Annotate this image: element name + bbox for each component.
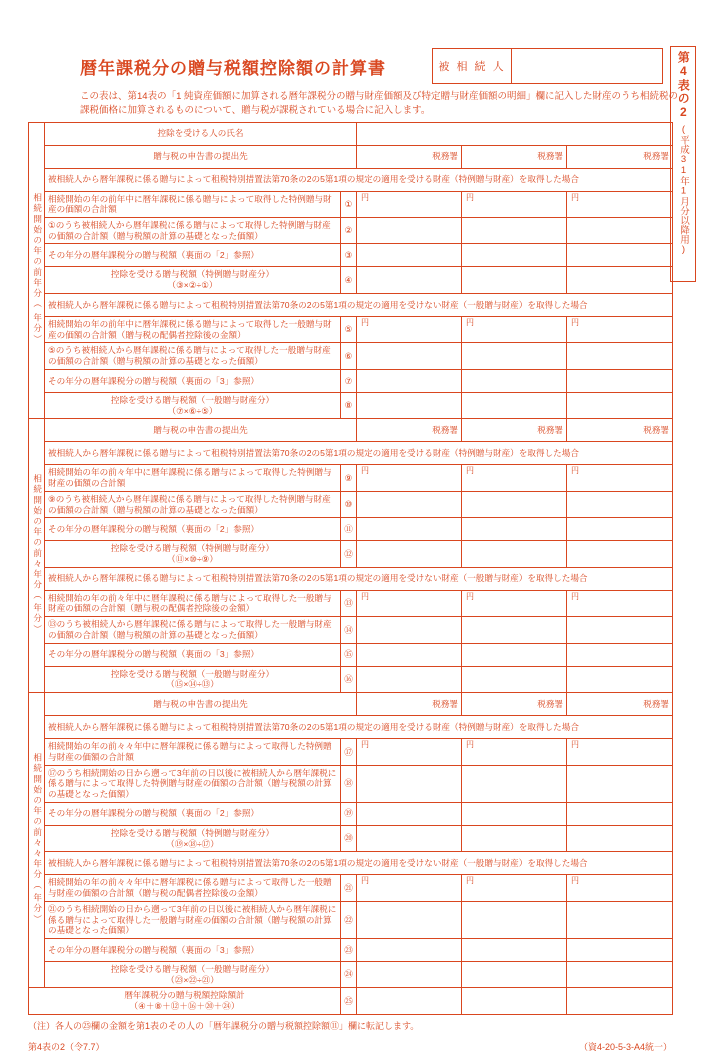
amount-input[interactable] bbox=[462, 244, 567, 267]
row-label: ①のうち被相続人から暦年課税に係る贈与によって取得した特例贈与財産の価額の合計額（贈与税額の計算の基礎となった価額） bbox=[45, 218, 341, 244]
amount-input[interactable] bbox=[462, 802, 567, 825]
section-general-header bbox=[29, 852, 673, 875]
amount-input[interactable]: 円 bbox=[567, 739, 673, 765]
row-label: その年分の暦年課税分の贈与税額（裏面の「3」参照） bbox=[45, 643, 341, 666]
special-gift-header: 被相続人から暦年課税に係る贈与によって租税特別措置法第70条の2の5第1項の規定の適用を受ける財産（特例贈与財産）を取得した場合 bbox=[45, 168, 673, 191]
amount-input[interactable] bbox=[567, 617, 673, 643]
tax-office-field[interactable]: 税務署 bbox=[567, 145, 673, 168]
amount-input[interactable]: 円 bbox=[567, 191, 673, 217]
row-label: その年分の暦年課税分の贈与税額（裏面の「2」参照） bbox=[45, 802, 341, 825]
amount-input[interactable] bbox=[357, 218, 462, 244]
amount-input[interactable] bbox=[357, 491, 462, 517]
row-label: ㉑のうち相続開始の日から遡って3年前の日以後に被相続人から暦年課税に係る贈与によって取得した一般贈与財産の価額の合計額（贈与税額の計算の基礎となった価額） bbox=[45, 901, 341, 938]
title-row bbox=[80, 48, 696, 84]
amount-input[interactable] bbox=[357, 541, 462, 567]
row-label: 相続開始の年の前年中に暦年課税に係る贈与によって取得した一般贈与財産の価額の合計額（贈与税の配偶者控除後の金額） bbox=[45, 316, 341, 342]
row-number: ⑪ bbox=[341, 518, 357, 541]
section-special-header bbox=[29, 716, 673, 739]
calc-row bbox=[29, 465, 673, 491]
calc-row bbox=[29, 617, 673, 643]
amount-input[interactable] bbox=[462, 267, 567, 293]
footer-left: 第4表の2（令7.7） bbox=[28, 1041, 105, 1052]
total-label: 暦年課税分の贈与税額控除額計 （④＋⑧＋⑫＋⑯＋⑳＋㉔） bbox=[29, 988, 341, 1014]
tax-office-field[interactable]: 税務署 bbox=[462, 693, 567, 716]
row-label: その年分の暦年課税分の贈与税額（裏面の「2」参照） bbox=[45, 244, 341, 267]
calculation-table bbox=[28, 122, 673, 1015]
row-number: ③ bbox=[341, 244, 357, 267]
tax-office-field[interactable]: 税務署 bbox=[462, 419, 567, 442]
row-label: 相続開始の年の前年中に暦年課税に係る贈与によって取得した特例贈与財産の価額の合計額 bbox=[45, 191, 341, 217]
calc-row bbox=[29, 491, 673, 517]
amount-input[interactable] bbox=[462, 343, 567, 369]
amount-input[interactable] bbox=[462, 961, 567, 987]
calc-row bbox=[29, 316, 673, 342]
row-label: ⑰のうち相続開始の日から遡って3年前の日以後に被相続人から暦年課税に係る贈与によって取得した特例贈与財産の価額の合計額（贈与税額の計算の基礎となった価額） bbox=[45, 765, 341, 802]
amount-input[interactable] bbox=[567, 825, 673, 851]
row-label: 相続開始の年の前々々年中に暦年課税に係る贈与によって取得した一般贈与財産の価額の合計額（贈与税の配偶者控除後の金額） bbox=[45, 875, 341, 901]
tax-office-field[interactable]: 税務署 bbox=[462, 145, 567, 168]
amount-input[interactable] bbox=[357, 802, 462, 825]
amount-input[interactable]: 円 bbox=[567, 465, 673, 491]
row-label: 控除を受ける贈与税額（特例贈与財産分） （⑪×⑩÷⑨） bbox=[45, 541, 341, 567]
amount-input[interactable] bbox=[567, 961, 673, 987]
tax-office-field[interactable]: 税務署 bbox=[357, 419, 462, 442]
row-label: 相続開始の年の前々年中に暦年課税に係る贈与によって取得した一般贈与財産の価額の合計額（贈与税の配偶者控除後の金額） bbox=[45, 590, 341, 616]
amount-input[interactable] bbox=[567, 218, 673, 244]
amount-input[interactable]: 円 bbox=[462, 739, 567, 765]
amount-input[interactable] bbox=[357, 938, 462, 961]
name-header-row bbox=[29, 122, 673, 145]
amount-input[interactable]: 円 bbox=[462, 875, 567, 901]
calc-row bbox=[29, 392, 673, 418]
row-number: ⑥ bbox=[341, 343, 357, 369]
row-number: ② bbox=[341, 218, 357, 244]
row-label: ⑤のうち被相続人から暦年課税に係る贈与によって取得した一般贈与財産の価額の合計額（贈与税額の計算の基礎となった価額） bbox=[45, 343, 341, 369]
amount-input[interactable] bbox=[567, 491, 673, 517]
row-number: ⑭ bbox=[341, 617, 357, 643]
name-row-label: 控除を受ける人の氏名 bbox=[45, 122, 357, 145]
amount-input[interactable] bbox=[357, 518, 462, 541]
footer-right: （資4-20-5-3-A4統一） bbox=[578, 1041, 672, 1052]
row-number: ⑮ bbox=[341, 643, 357, 666]
row-number: ⑲ bbox=[341, 802, 357, 825]
amount-input[interactable] bbox=[567, 267, 673, 293]
row-number: ⑰ bbox=[341, 739, 357, 765]
amount-input[interactable] bbox=[462, 901, 567, 938]
instruction-note: この表は、第14表の「1 純資産価額に加算される暦年課税分の贈与財産価額及び特定贈与財産価額の明細」欄に記入した財産のうち相続税の課税価格に加算されるものについて、贈与税が課税されている場合に記入します。 bbox=[80, 91, 678, 116]
tax-office-field[interactable]: 税務署 bbox=[357, 145, 462, 168]
general-gift-header: 被相続人から暦年課税に係る贈与によって租税特別措置法第70条の2の5第1項の規定の適用を受けない財産（一般贈与財産）を取得した場合 bbox=[45, 852, 673, 875]
calc-row bbox=[29, 267, 673, 293]
amount-input[interactable] bbox=[357, 617, 462, 643]
amount-input[interactable] bbox=[567, 343, 673, 369]
calc-row bbox=[29, 666, 673, 692]
calc-row bbox=[29, 938, 673, 961]
section-special-header bbox=[29, 168, 673, 191]
submit-row-label: 贈与税の申告書の提出先 bbox=[45, 419, 357, 442]
total-amount-input[interactable] bbox=[462, 988, 567, 1014]
amount-input[interactable] bbox=[462, 392, 567, 418]
section-side-label: 相続開始の年の前々々年分（ 年分） bbox=[29, 693, 45, 988]
amount-input[interactable] bbox=[357, 765, 462, 802]
amount-input[interactable] bbox=[357, 392, 462, 418]
amount-input[interactable] bbox=[462, 541, 567, 567]
amount-input[interactable] bbox=[567, 392, 673, 418]
row-number: ⑧ bbox=[341, 392, 357, 418]
amount-input[interactable] bbox=[462, 218, 567, 244]
row-number: ⑩ bbox=[341, 491, 357, 517]
row-label: 控除を受ける贈与税額（一般贈与財産分） （⑮×⑭÷⑬） bbox=[45, 666, 341, 692]
amount-input[interactable] bbox=[357, 901, 462, 938]
calc-row bbox=[29, 643, 673, 666]
amount-input[interactable]: 円 bbox=[462, 316, 567, 342]
amount-input[interactable] bbox=[567, 802, 673, 825]
row-number: ⑬ bbox=[341, 590, 357, 616]
general-gift-header: 被相続人から暦年課税に係る贈与によって租税特別措置法第70条の2の5第1項の規定の適用を受けない財産（一般贈与財産）を取得した場合 bbox=[45, 567, 673, 590]
calc-row bbox=[29, 590, 673, 616]
amount-input[interactable] bbox=[567, 244, 673, 267]
amount-input[interactable] bbox=[357, 961, 462, 987]
row-number: ⑱ bbox=[341, 765, 357, 802]
row-number: ⑫ bbox=[341, 541, 357, 567]
submit-office-row bbox=[29, 693, 673, 716]
calc-row bbox=[29, 369, 673, 392]
row-label: 控除を受ける贈与税額（一般贈与財産分） （㉓×㉒÷㉑） bbox=[45, 961, 341, 987]
tax-office-field[interactable]: 税務署 bbox=[357, 693, 462, 716]
amount-input[interactable] bbox=[357, 666, 462, 692]
row-number: ⑯ bbox=[341, 666, 357, 692]
calc-row bbox=[29, 218, 673, 244]
amount-input[interactable] bbox=[357, 343, 462, 369]
general-gift-header: 被相続人から暦年課税に係る贈与によって租税特別措置法第70条の2の5第1項の規定の適用を受けない財産（一般贈与財産）を取得した場合 bbox=[45, 293, 673, 316]
amount-input[interactable] bbox=[567, 938, 673, 961]
submit-row-label: 贈与税の申告書の提出先 bbox=[45, 693, 357, 716]
section-general-header bbox=[29, 567, 673, 590]
row-label: その年分の暦年課税分の贈与税額（裏面の「3」参照） bbox=[45, 938, 341, 961]
amount-input[interactable] bbox=[462, 765, 567, 802]
amount-input[interactable] bbox=[567, 541, 673, 567]
amount-input[interactable]: 円 bbox=[567, 316, 673, 342]
total-amount-input[interactable] bbox=[357, 988, 462, 1014]
row-label: 控除を受ける贈与税額（一般贈与財産分） （⑦×⑥÷⑤） bbox=[45, 392, 341, 418]
submit-row-label: 贈与税の申告書の提出先 bbox=[45, 145, 357, 168]
amount-input[interactable] bbox=[462, 938, 567, 961]
row-label: 相続開始の年の前々年中に暦年課税に係る贈与によって取得した特例贈与財産の価額の合計額 bbox=[45, 465, 341, 491]
total-number: ㉕ bbox=[341, 988, 357, 1014]
row-number: ① bbox=[341, 191, 357, 217]
section-side-label: 相続開始の年の前々年分（ 年分） bbox=[29, 419, 45, 693]
row-number: ④ bbox=[341, 267, 357, 293]
tax-office-field[interactable]: 税務署 bbox=[567, 419, 673, 442]
amount-input[interactable] bbox=[357, 825, 462, 851]
calc-row bbox=[29, 343, 673, 369]
amount-input[interactable] bbox=[567, 643, 673, 666]
row-number: ⑦ bbox=[341, 369, 357, 392]
footer-row bbox=[28, 1040, 672, 1053]
amount-input[interactable]: 円 bbox=[567, 875, 673, 901]
amount-input[interactable] bbox=[462, 369, 567, 392]
row-label: その年分の暦年課税分の贈与税額（裏面の「2」参照） bbox=[45, 518, 341, 541]
total-row bbox=[29, 988, 673, 1014]
amount-input[interactable]: 円 bbox=[462, 191, 567, 217]
amount-input[interactable]: 円 bbox=[357, 590, 462, 616]
amount-input[interactable]: 円 bbox=[357, 465, 462, 491]
calc-row bbox=[29, 825, 673, 851]
submit-office-row bbox=[29, 145, 673, 168]
amount-input[interactable] bbox=[357, 244, 462, 267]
calc-row bbox=[29, 518, 673, 541]
row-label: 相続開始の年の前々々年中に暦年課税に係る贈与によって取得した特例贈与財産の価額の合計額 bbox=[45, 739, 341, 765]
heir-box bbox=[432, 48, 663, 84]
row-number: ㉓ bbox=[341, 938, 357, 961]
amount-input[interactable] bbox=[357, 369, 462, 392]
calc-row bbox=[29, 875, 673, 901]
calc-row bbox=[29, 541, 673, 567]
row-label: その年分の暦年課税分の贈与税額（裏面の「3」参照） bbox=[45, 369, 341, 392]
calc-row bbox=[29, 739, 673, 765]
row-number: ㉔ bbox=[341, 961, 357, 987]
amount-input[interactable] bbox=[462, 825, 567, 851]
form-number: 第4表の2 bbox=[676, 51, 691, 120]
form-period: (平成31年1月分以降用) bbox=[677, 124, 689, 255]
heir-label: 被 相 続 人 bbox=[433, 49, 512, 83]
calc-row bbox=[29, 961, 673, 987]
footer-note: （注）各人の㉕欄の金額を第1表のその人の「暦年課税分の贈与税額控除額⑪」欄に転記します。 bbox=[28, 1020, 420, 1031]
amount-input[interactable] bbox=[462, 518, 567, 541]
calc-row bbox=[29, 901, 673, 938]
special-gift-header: 被相続人から暦年課税に係る贈与によって租税特別措置法第70条の2の5第1項の規定の適用を受ける財産（特例贈与財産）を取得した場合 bbox=[45, 442, 673, 465]
amount-input[interactable] bbox=[462, 617, 567, 643]
amount-input[interactable] bbox=[567, 369, 673, 392]
total-amount-input[interactable] bbox=[567, 988, 673, 1014]
row-label: 控除を受ける贈与税額（特例贈与財産分） （⑲×⑱÷⑰） bbox=[45, 825, 341, 851]
amount-input[interactable]: 円 bbox=[357, 875, 462, 901]
name-input[interactable] bbox=[357, 122, 673, 145]
row-number: ㉑ bbox=[341, 875, 357, 901]
amount-input[interactable]: 円 bbox=[357, 739, 462, 765]
calc-row bbox=[29, 802, 673, 825]
amount-input[interactable]: 円 bbox=[462, 590, 567, 616]
amount-input[interactable]: 円 bbox=[357, 316, 462, 342]
amount-input[interactable]: 円 bbox=[357, 191, 462, 217]
submit-office-row bbox=[29, 419, 673, 442]
amount-input[interactable] bbox=[567, 666, 673, 692]
calc-row bbox=[29, 244, 673, 267]
row-label: ⑬のうち被相続人から暦年課税に係る贈与によって取得した一般贈与財産の価額の合計額（贈与税額の計算の基礎となった価額） bbox=[45, 617, 341, 643]
amount-input[interactable] bbox=[462, 491, 567, 517]
heir-value-field[interactable] bbox=[512, 49, 662, 83]
row-number: ⑨ bbox=[341, 465, 357, 491]
section-side-label: 相続開始の年の前年分（ 年分） bbox=[29, 122, 45, 419]
amount-input[interactable] bbox=[462, 666, 567, 692]
row-label: 控除を受ける贈与税額（特例贈与財産分） （③×②÷①） bbox=[45, 267, 341, 293]
amount-input[interactable] bbox=[357, 643, 462, 666]
calc-row bbox=[29, 191, 673, 217]
row-number: ⑳ bbox=[341, 825, 357, 851]
amount-input[interactable] bbox=[567, 765, 673, 802]
amount-input[interactable] bbox=[567, 901, 673, 938]
row-number: ㉒ bbox=[341, 901, 357, 938]
page-title: 暦年課税分の贈与税額控除額の計算書 bbox=[80, 58, 386, 78]
amount-input[interactable]: 円 bbox=[567, 590, 673, 616]
calc-row bbox=[29, 765, 673, 802]
form-number-tab bbox=[670, 46, 696, 282]
table-body bbox=[29, 122, 673, 1014]
amount-input[interactable] bbox=[462, 643, 567, 666]
row-label: ⑨のうち被相続人から暦年課税に係る贈与によって取得した特例贈与財産の価額の合計額（贈与税額の計算の基礎となった価額） bbox=[45, 491, 341, 517]
section-general-header bbox=[29, 293, 673, 316]
section-special-header bbox=[29, 442, 673, 465]
amount-input[interactable] bbox=[567, 518, 673, 541]
amount-input[interactable]: 円 bbox=[462, 465, 567, 491]
amount-input[interactable] bbox=[357, 267, 462, 293]
special-gift-header: 被相続人から暦年課税に係る贈与によって租税特別措置法第70条の2の5第1項の規定の適用を受ける財産（特例贈与財産）を取得した場合 bbox=[45, 716, 673, 739]
tax-office-field[interactable]: 税務署 bbox=[567, 693, 673, 716]
row-number: ⑤ bbox=[341, 316, 357, 342]
